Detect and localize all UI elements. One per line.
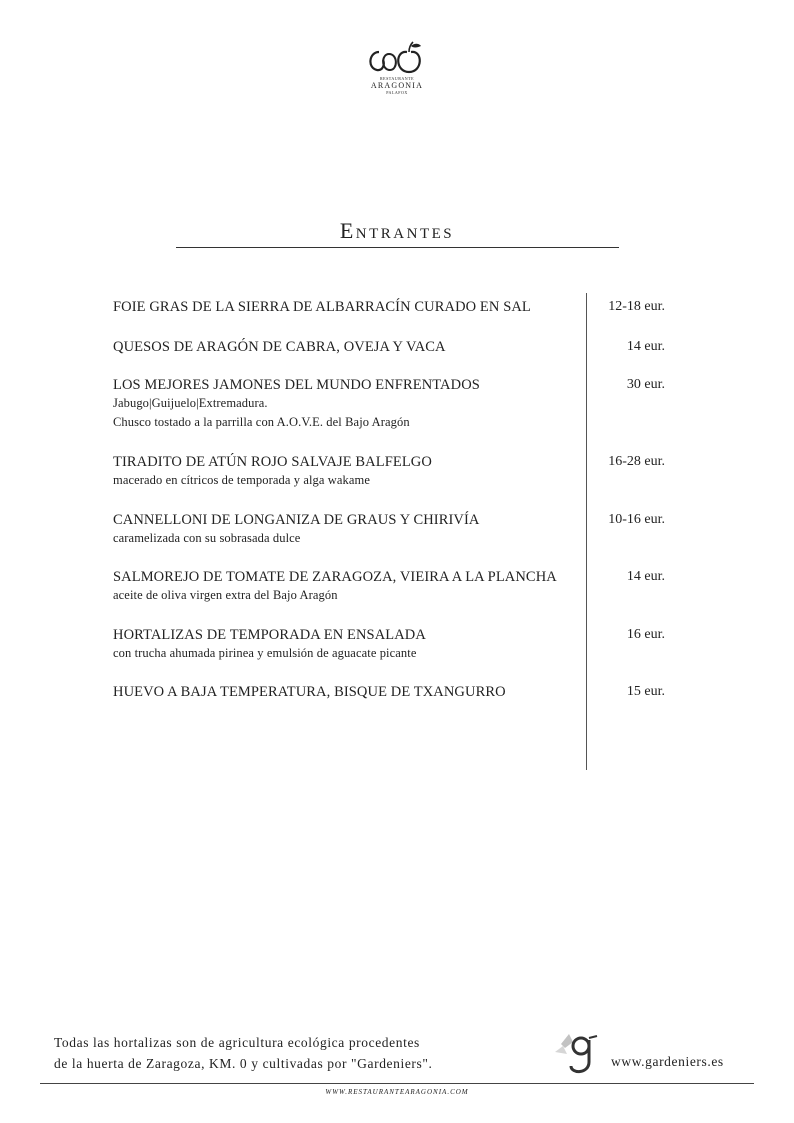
menu-item <box>113 568 665 605</box>
gardeniers-logo-icon <box>551 1024 603 1082</box>
menu-item-price: 15 eur. <box>626 684 665 699</box>
menu-item <box>113 453 665 490</box>
footer-note-line-1: Todas las hortalizas son de agricultura ecológica procedentes <box>54 1035 420 1050</box>
menu-item-price: 16 eur. <box>626 627 665 642</box>
restaurant-logo <box>358 40 436 112</box>
menu-item-name: TIRADITO DE ATÚN ROJO SALVAJE BALFELGO <box>113 454 432 470</box>
menu-item <box>113 376 665 432</box>
menu-item <box>113 298 665 316</box>
menu-item-name: LOS MEJORES JAMONES DEL MUNDO ENFRENTADOS <box>113 377 480 393</box>
menu-item-name: QUESOS DE ARAGÓN DE CABRA, OVEJA Y VACA <box>113 339 446 355</box>
menu-item-price: 12-18 eur. <box>608 299 665 314</box>
title-divider <box>176 247 619 248</box>
logo-small-text-2: PALAFOX <box>386 90 408 95</box>
logo-brand: ARAGONIA <box>370 81 424 90</box>
gardeniers-link[interactable]: www.gardeniers.es <box>611 1054 724 1069</box>
menu-item <box>113 511 665 548</box>
menu-item-name: CANNELLONI DE LONGANIZA DE GRAUS Y CHIRIVÍA <box>113 512 480 528</box>
menu-item <box>113 626 665 663</box>
menu-item <box>113 338 665 356</box>
footer-note <box>54 1032 432 1074</box>
menu-item <box>113 683 665 701</box>
footer-note-line-2: de la huerta de Zaragoza, KM. 0 y cultivadas por "Gardeniers". <box>54 1056 433 1071</box>
restaurant-website-link[interactable]: WWW.RESTAURANTEARAGONIA.COM <box>325 1088 469 1096</box>
section-title: Entrantes <box>339 218 455 243</box>
menu-item-price: 16-28 eur. <box>608 454 665 469</box>
menu-item-price: 14 eur. <box>626 339 665 354</box>
menu-item-price: 30 eur. <box>626 377 665 392</box>
menu-item-price: 10-16 eur. <box>608 512 665 527</box>
menu-item-description: Jabugo|Guijuelo|Extremadura. <box>113 396 268 410</box>
logo-small-text: RESTAURANTE <box>379 76 415 81</box>
menu-item-description: macerado en cítricos de temporada y alga wakame <box>113 473 371 487</box>
menu-item-price: 14 eur. <box>626 569 665 584</box>
menu-item-description: Chusco tostado a la parrilla con A.O.V.E. del Bajo Aragón <box>113 415 410 429</box>
menu-item-description: con trucha ahumada pirinea y emulsión de aguacate picante <box>113 646 417 660</box>
menu-item-name: HORTALIZAS DE TEMPORADA EN ENSALADA <box>113 627 426 643</box>
menu-item-name: HUEVO A BAJA TEMPERATURA, BISQUE DE TXANGURRO <box>113 684 506 700</box>
footer-divider <box>40 1083 754 1084</box>
apple-logo-icon <box>365 40 429 76</box>
menu-item-name: SALMOREJO DE TOMATE DE ZARAGOZA, VIEIRA A LA PLANCHA <box>113 569 557 585</box>
menu-item-description: caramelizada con su sobrasada dulce <box>113 531 301 545</box>
menu-item-name: FOIE GRAS DE LA SIERRA DE ALBARRACÍN CURADO EN SAL <box>113 299 531 315</box>
menu-item-description: aceite de oliva virgen extra del Bajo Aragón <box>113 588 338 602</box>
